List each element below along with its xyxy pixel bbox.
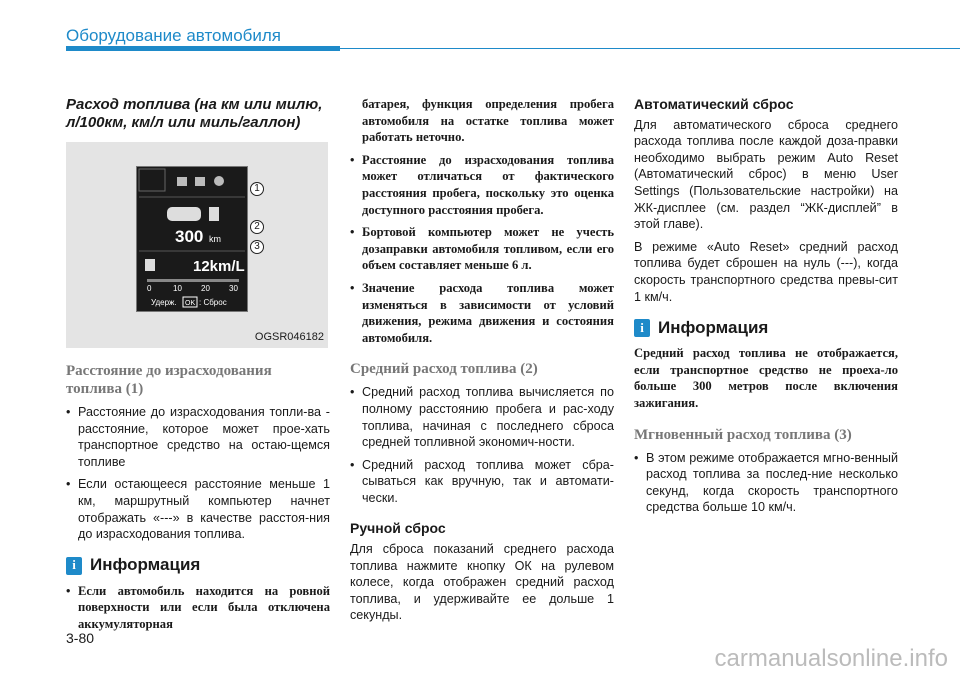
avg-list (350, 384, 614, 506)
info-text: Средний расход топлива не отображается, если транспортное средство не проеха-ло больше 300 метров после включения зажигания. (634, 346, 898, 410)
info-heading (66, 557, 330, 575)
fuel-economy-icon (145, 259, 155, 271)
tick-30: 30 (229, 284, 238, 293)
cluster-display (136, 166, 248, 312)
page-header-title: Оборудование автомобиля (66, 26, 282, 45)
range-title: Расстояние до израсходования топлива (1) (66, 363, 272, 397)
info-title: Информация (90, 555, 201, 575)
info-icon: i (634, 319, 650, 337)
distance-value: 300 (175, 227, 204, 246)
manual-title: Ручной сброс (350, 520, 446, 537)
info-list-2 (350, 152, 614, 347)
list-item: • Расстояние до израсходования топлива может отличаться от фактического расстояния пробега, поскольку это оценка доступного расстояния пробега. (350, 152, 614, 218)
list-item: • Бортовой компьютер может не учесть дозаправки автомобиля топливом, если его объем составляет меньше 6 л. (350, 224, 614, 274)
callout-3: 3 (250, 240, 264, 254)
economy-value: 12km/L (193, 258, 245, 275)
tick-0: 0 (147, 284, 152, 293)
reset-text: : Сброс (199, 298, 227, 307)
header-bar (66, 46, 340, 51)
info-list (66, 583, 330, 633)
cluster-figure (66, 142, 328, 348)
inst-list (634, 450, 898, 516)
auto-paragraph-1: Для автоматического сброса среднего расхода топлива после каждой доза-правки необходимо выбрать режим Auto Reset (Автоматический сброс) в меню User Settings (Пользовательские настройки) на ЖК-дисплее (см. раздел “ЖК-дисплей” в этой главе). (634, 117, 898, 232)
fuel-pump-icon (209, 207, 219, 221)
list-item: • В этом режиме отображается мгно-венный расход топлива за послед-ние несколько секунд, когда скорость транспортного средства больше 10 км/ч. (634, 450, 898, 516)
info-heading-2 (634, 319, 898, 337)
avg-title: Средний расход топлива (2) (350, 361, 538, 378)
list-item: • Средний расход топлива вычисляется по полному расстоянию пробега и рас-ходу топлива, начиная с последнего сброса средней топливной экономич-ности. (350, 384, 614, 450)
callout-1: 1 (250, 182, 264, 196)
manual-text: Для сброса показаний среднего расхода топлива нажмите кнопку ОК на рулевом колесе, когда отображен средний расход топлива, и удерживайте ее дольше 1 секунды. (350, 542, 614, 623)
economy-scale (147, 279, 239, 282)
info-icon: i (66, 557, 82, 575)
wrench-icon (195, 177, 205, 186)
fuel-pump-tab-icon (177, 177, 187, 186)
header-line (340, 48, 960, 49)
list-item: • Расстояние до израсходования топли-ва - расстояние, которое может прое-хать транспортное средство на остаю-щемся топливе (66, 404, 330, 470)
info-title: Информация (658, 317, 769, 337)
gear-icon (214, 176, 224, 186)
column-1 (66, 96, 330, 639)
list-item: • Значение расхода топлива может изменяться в зависимости от условий движения, режима движения и состояния автомобиля. (350, 280, 614, 346)
figure-caption: OGSR046182 (254, 331, 324, 344)
callout-2: 2 (250, 220, 264, 234)
auto-paragraph-2: В режиме «Auto Reset» средний расход топлива будет сброшен на нуль (---), когда скорость транспортного средства превы-сит 1 км/ч. (634, 239, 898, 304)
cluster-graphics (137, 167, 247, 311)
distance-unit: km (209, 234, 221, 244)
watermark: carmanualsonline.info (714, 645, 948, 672)
tick-20: 20 (201, 284, 210, 293)
ok-label: OK (185, 300, 196, 307)
column-2 (350, 96, 614, 630)
display-frame (139, 169, 165, 191)
list-item: • Если остающееся расстояние меньше 1 км, маршрутный компьютер начнет отображать «---» в качестве расстоя-ния до израсходования топлива. (66, 476, 330, 542)
auto-title: Автоматический сброс (634, 96, 794, 112)
car-icon (167, 207, 201, 221)
page-number: 3-80 (66, 630, 95, 646)
list-item: • Если автомобиль находится на ровной поверхности или если была отключена аккумуляторная (66, 583, 330, 633)
section-title: Расход топлива (на км или милю, л/100км, км/л или миль/галлон) (66, 96, 323, 131)
hold-text: Удерж. (151, 298, 177, 307)
continued-text: батарея, функция определения пробега автомобиля на остатке топлива может работать неточно. (362, 97, 614, 145)
tick-10: 10 (173, 284, 182, 293)
column-3 (634, 96, 898, 522)
range-list (66, 404, 330, 543)
inst-title: Мгновенный расход топлива (3) (634, 426, 852, 443)
list-item: • Средний расход топлива может сбра-сываться как вручную, так и автомати-чески. (350, 457, 614, 507)
